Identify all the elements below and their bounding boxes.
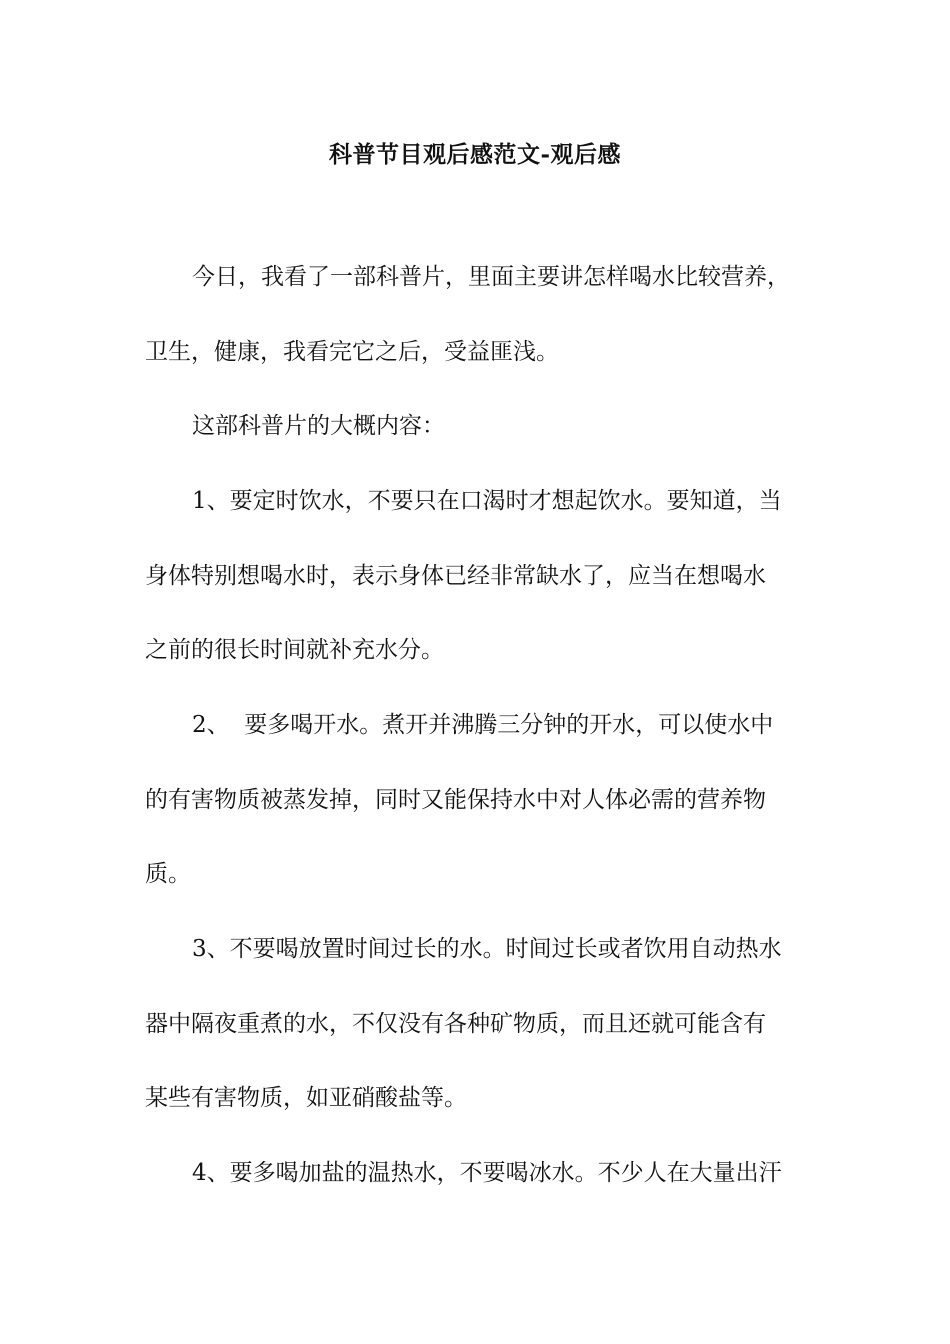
document-title: 科普节目观后感范文-观后感 xyxy=(328,141,622,168)
paragraph-line: 器中隔夜重煮的水，不仅没有各种矿物质，而且还就可能含有 xyxy=(145,1011,766,1037)
paragraph-line: 今日，我看了一部科普片，里面主要讲怎样喝水比较营养， xyxy=(192,264,790,290)
paragraph-line: 这部科普片的大概内容： xyxy=(192,413,445,439)
paragraph-line: 1、要定时饮水，不要只在口渴时才想起饮水。要知道，当 xyxy=(192,488,782,514)
paragraph-line: 质。 xyxy=(145,861,191,887)
paragraph-line: 的有害物质被蒸发掉，同时又能保持水中对人体必需的营养物 xyxy=(145,787,766,813)
paragraph-line: 某些有害物质，如亚硝酸盐等。 xyxy=(145,1085,467,1111)
paragraph-line: 4、要多喝加盐的温热水，不要喝冰水。不少人在大量出汗 xyxy=(192,1160,782,1186)
paragraph-line: 2、 要多喝开水。煮开并沸腾三分钟的开水，可以使水中 xyxy=(192,712,774,738)
paragraph-line: 3、不要喝放置时间过长的水。时间过长或者饮用自动热水 xyxy=(192,936,782,962)
paragraph-line: 之前的很长时间就补充水分。 xyxy=(145,637,444,663)
paragraph-line: 身体特别想喝水时，表示身体已经非常缺水了，应当在想喝水 xyxy=(145,563,766,589)
paragraph-line: 卫生，健康，我看完它之后，受益匪浅。 xyxy=(145,339,559,365)
